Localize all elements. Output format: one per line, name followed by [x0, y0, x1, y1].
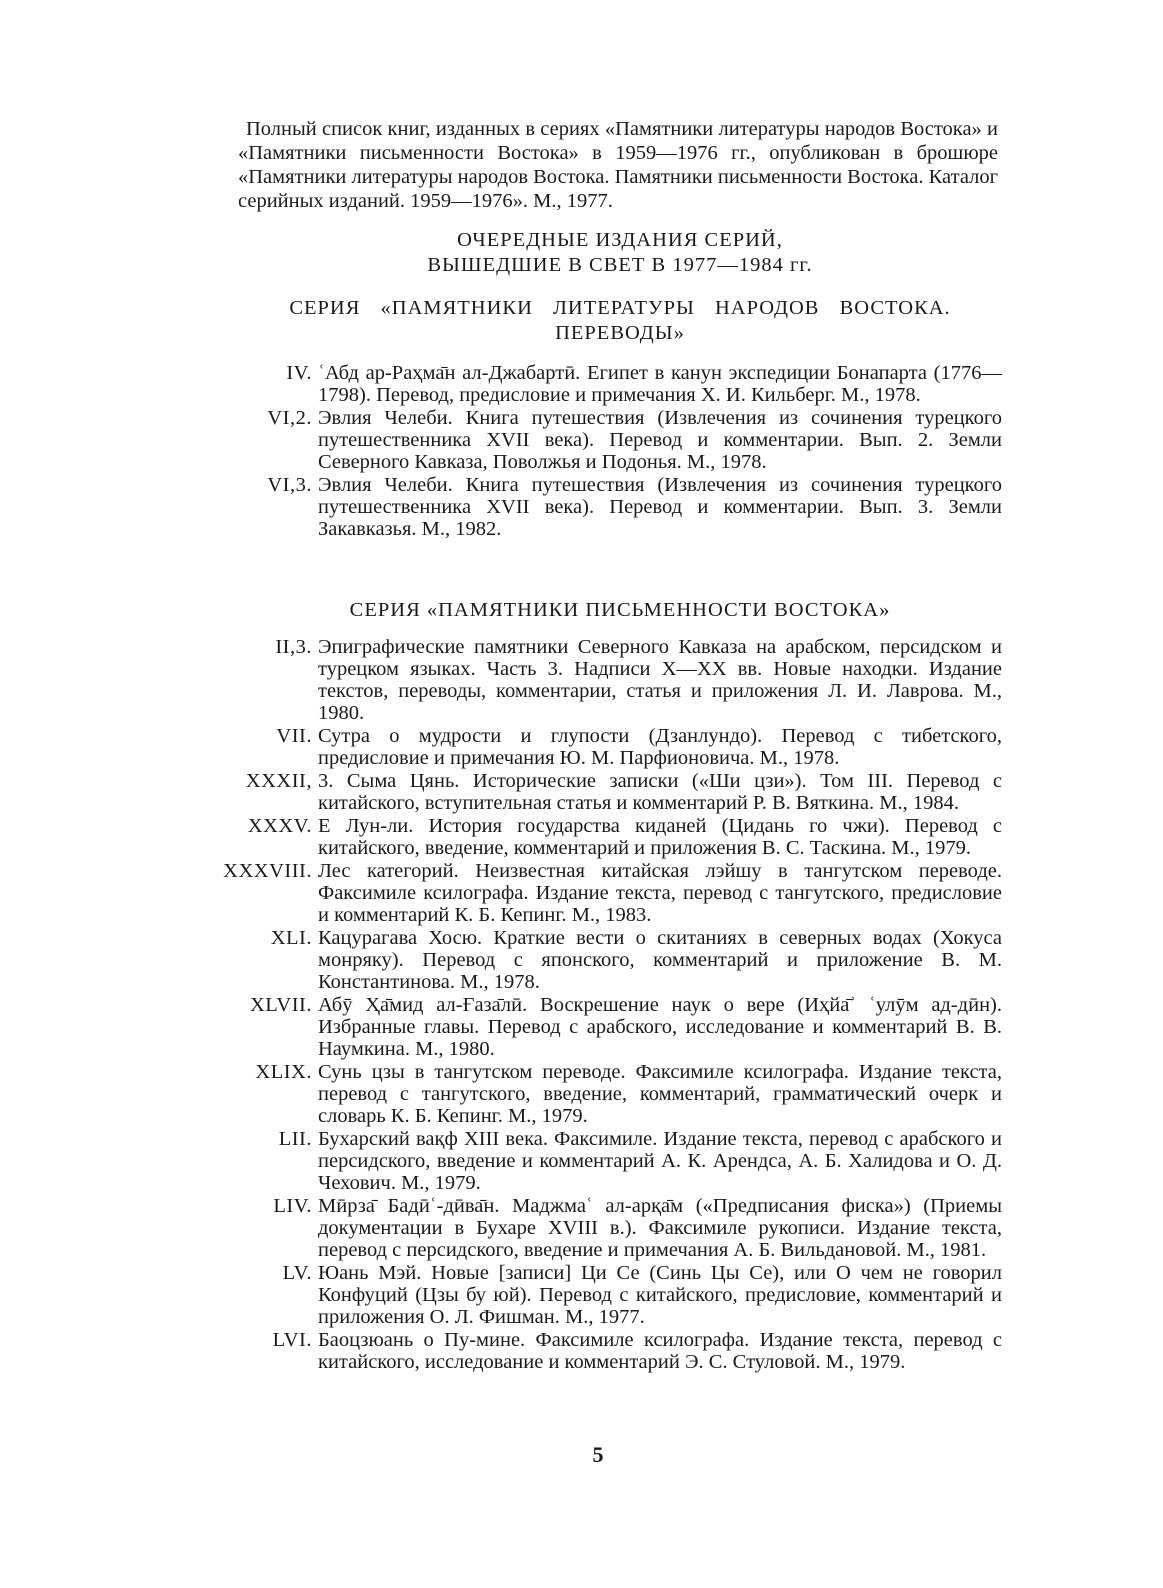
series-2-list [190, 636, 1002, 1374]
volume-number: II,3. [275, 636, 312, 658]
intro-paragraph: Полный список книг, изданных в сериях «Памятники литературы народов Востока» и «Памятники письменности Востока» в 1959—1976 гг., опубликован в брошюре «Памятники литературы народов Востока. Памятники письменности Востока. Каталог серийных изданий. 1959—1976». М., 1977. [238, 118, 999, 212]
entry-text: Сутра о мудрости и глупости (Дзанлундо). Перевод с тибетского, предисловие и примечания Ю. М. Парфионовича. М., 1978. [318, 725, 1002, 769]
list-item [190, 1195, 1002, 1261]
page-number: 5 [592, 1442, 604, 1467]
volume-number: VI,2. [267, 407, 312, 429]
volume-number: VI,3. [267, 474, 312, 496]
entry-text: Абӯ Ҳа̄мид ал-Ғаза̄лӣ. Воскрешение наук о вере (Иҳйа̄ʾ ʿулӯм ад-дӣн). Избранные главы. Перевод с арабского, исследование и комментарий В. В. Наумкина. М., 1980. [318, 994, 1002, 1060]
entry-text: Мӣрза̄ Бадӣʿ-дӣва̄н. Маджмаʿ ал-арқа̄м («Предписания фиска») (Приемы документации в Бухаре XVIII в.). Факсимиле рукописи. Издание текста, перевод с персидского, введение и примечания А. Б. Вильдановой. М., 1981. [318, 1195, 1002, 1261]
entry-text: ʿАбд ар-Раҳма̄н ал-Джабартӣ. Египет в канун экспедиции Бонапарта (1776—1798). Перевод, предисловие и примечания Х. И. Кильберг. М., 1978. [318, 362, 1002, 406]
volume-number: XXXII, [245, 770, 312, 792]
volume-number: IV. [286, 362, 312, 384]
entry-text: Лес категорий. Неизвестная китайская лэйшу в тангутском переводе. Факсимиле ксилографа. Издание текста, перевод с тангутского, предисловие и комментарий К. Б. Кепинг. М., 1983. [318, 860, 1002, 926]
volume-number: XXXV. [247, 815, 312, 837]
volume-number: XLVII. [249, 994, 312, 1016]
series-1-heading-line-2: ПЕРЕВОДЫ» [555, 322, 685, 344]
volume-number: LVI. [272, 1329, 312, 1351]
series-1-heading [230, 296, 1010, 346]
entry-text: Сунь цзы в тангутском переводе. Факсимиле ксилографа. Издание текста, перевод с тангутского, введение, комментарий, грамматический очерк и словарь К. Б. Кепинг. М., 1979. [318, 1061, 1002, 1127]
entry-text: Юань Мэй. Новые [записи] Ци Се (Синь Цы Се), или О чем не говорил Конфуций (Цзы бу юй). Перевод с китайского, предисловие, комментарий и приложения О. Л. Фишман. М., 1977. [318, 1262, 1002, 1328]
volume-number: XLI. [270, 927, 312, 949]
main-heading-line-1: ОЧЕРЕДНЫЕ ИЗДАНИЯ СЕРИЙ, [457, 229, 783, 251]
entry-text: Бухарский вақф XIII века. Факсимиле. Издание текста, перевод с арабского и персидского, введение и комментарий А. К. Арендса, А. Б. Халидова и О. Д. Чехович. М., 1979. [318, 1128, 1002, 1194]
volume-number: XLIX. [255, 1061, 312, 1083]
list-item [190, 770, 1002, 814]
list-item [190, 994, 1002, 1060]
list-item [190, 725, 1002, 769]
list-item [190, 815, 1002, 859]
entry-text: Эвлия Челеби. Книга путешествия (Извлечения из сочинения турецкого путешественника XVII века). Перевод и комментарии. Вып. 3. Земли Закавказья. М., 1982. [318, 474, 1002, 540]
entry-text: 3. Сыма Цянь. Исторические записки («Ши цзи»). Том III. Перевод с китайского, вступительная статья и комментарий Р. В. Вяткина. М., 1984. [318, 770, 1002, 814]
list-item [190, 1262, 1002, 1328]
volume-number: LV. [282, 1262, 312, 1284]
entry-text: Эпиграфические памятники Северного Кавказа на арабском, персидском и турецком языках. Часть 3. Надписи X—XX вв. Новые находки. Издание текстов, переводы, комментарии, статья и приложения Л. И. Лаврова. М., 1980. [318, 636, 1002, 724]
list-item [190, 1061, 1002, 1127]
list-item [190, 1128, 1002, 1194]
series-1-heading-line-1: СЕРИЯ «ПАМЯТНИКИ ЛИТЕРАТУРЫ НАРОДОВ ВОСТОКА. [289, 297, 951, 319]
list-item [190, 927, 1002, 993]
list-item [190, 636, 1002, 724]
list-item [190, 474, 1002, 540]
main-heading-line-2: ВЫШЕДШИЕ В СВЕТ В 1977—1984 гг. [427, 254, 813, 276]
volume-number: LII. [278, 1128, 312, 1150]
series-1-list [190, 362, 1002, 541]
list-item [190, 1329, 1002, 1373]
volume-number: VII. [276, 725, 312, 747]
volume-number: LIV. [273, 1195, 312, 1217]
entry-text: Е Лун-ли. История государства киданей (Цидань го чжи). Перевод с китайского, введение, комментарий и приложения В. С. Таскина. М., 1979. [318, 815, 1002, 859]
entry-text: Кацурагава Хосю. Краткие вести о скитаниях в северных водах (Хокуса монряку). Перевод с японского, комментарий и приложение В. М. Константинова. М., 1978. [318, 927, 1002, 993]
list-item [190, 407, 1002, 473]
volume-number: XXXVIII. [223, 860, 312, 882]
list-item [190, 362, 1002, 406]
list-item [190, 860, 1002, 926]
series-2-heading: СЕРИЯ «ПАМЯТНИКИ ПИСЬМЕННОСТИ ВОСТОКА» [349, 599, 891, 621]
entry-text: Баоцзюань о Пу-мине. Факсимиле ксилографа. Издание текста, перевод с китайского, исследование и комментарий Э. С. Стуловой. М., 1979. [318, 1329, 1002, 1373]
entry-text: Эвлия Челеби. Книга путешествия (Извлечения из сочинения турецкого путешественника XVII века). Перевод и комментарии. Вып. 2. Земли Северного Кавказа, Поволжья и Подонья. М., 1978. [318, 407, 1002, 473]
main-heading [230, 228, 1010, 278]
